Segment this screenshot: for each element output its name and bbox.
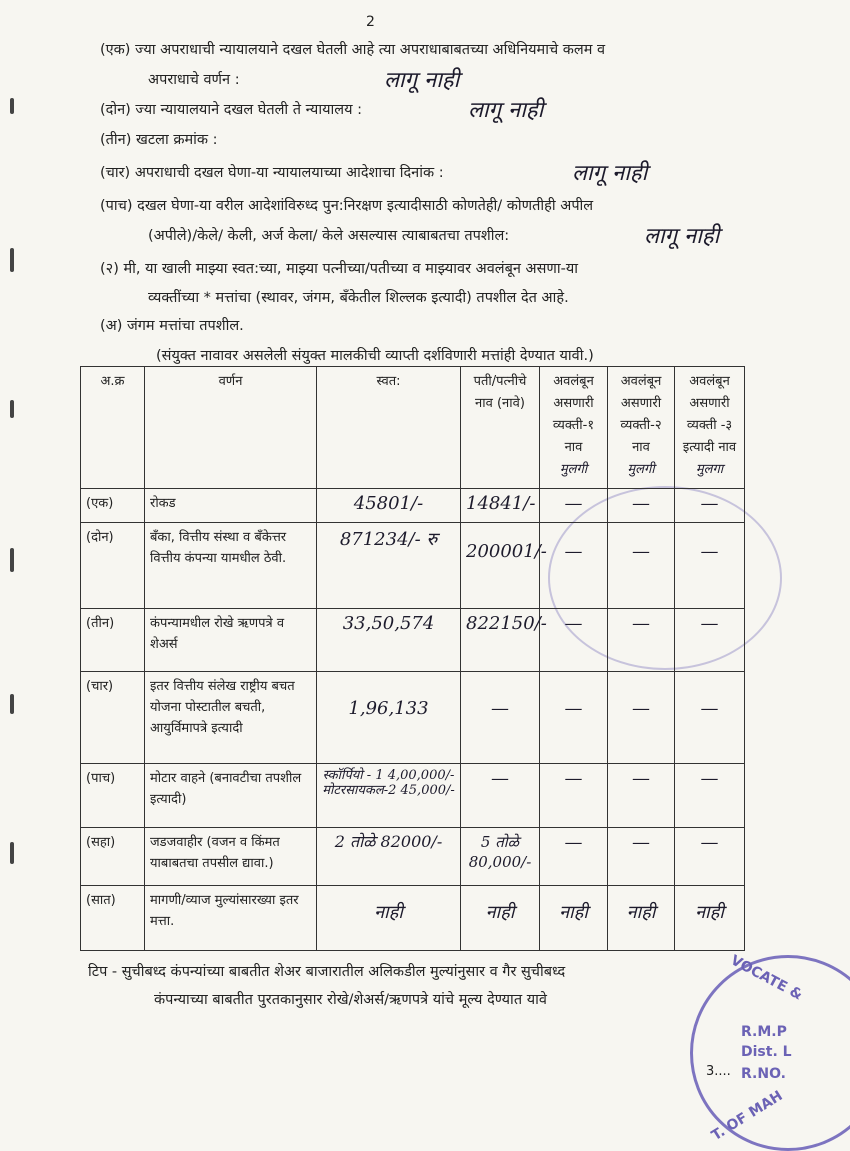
- item-line: (चार) अपराधाची दखल घेणा-या न्यायालयाच्या आदेशाचा दिनांक :: [100, 165, 444, 181]
- header-cell: अ.क्र: [81, 367, 145, 489]
- item-line: (तीन) खटला क्रमांक :: [100, 132, 218, 148]
- advocate-stamp: [690, 952, 850, 1151]
- dependent-1-value: नाही: [559, 902, 588, 923]
- self-value: स्कॉर्पियो - 1 4,00,000/- मोटरसायकल-2 45,000/-: [322, 768, 455, 798]
- item-line: (अपीले)/केले/ केली, अर्ज केला/ केले असल्यास त्याबाबतचा तपशील:: [148, 228, 510, 244]
- margin-mark: [10, 248, 14, 272]
- self-value: 1,96,133: [348, 698, 429, 719]
- next-page-marker: 3....: [706, 1064, 731, 1079]
- handwritten-answer: लागू नाही: [468, 98, 544, 123]
- stamp-text: VOCATE &: [727, 952, 805, 1004]
- item-line: अपराधाचे वर्णन :: [148, 72, 240, 88]
- header-cell: वर्णन: [145, 367, 317, 489]
- item-line: (दोन) ज्या न्यायालयाने दखल घेतली ते न्यायालय :: [100, 102, 363, 118]
- dependent-2-value: —: [632, 613, 650, 634]
- header-cell: [540, 367, 608, 489]
- dependent-2-value: —: [632, 832, 650, 853]
- row-number: (दोन): [81, 523, 145, 609]
- spouse-value: —: [491, 698, 509, 719]
- margin-mark: [10, 694, 14, 714]
- item-line: (२) मी, या खाली माझ्या स्वत:च्या, माझ्या पत्नीच्या/पतीच्या व माझ्यावर अवलंबून असणा-या: [100, 261, 579, 277]
- dependent-1-value: —: [564, 698, 583, 719]
- row-description: मोटार वाहने (बनावटीचा तपशील इत्यादी): [145, 764, 317, 828]
- dependent-1-value: —: [564, 832, 583, 853]
- dependent-3-value: —: [700, 768, 719, 789]
- handwritten-answer: लागू नाही: [384, 68, 460, 93]
- self-value: 33,50,574: [342, 613, 435, 634]
- spouse-value: नाही: [485, 902, 515, 923]
- table-row: [81, 828, 745, 886]
- item-line: व्यक्तींच्या * मत्तांचा (स्थावर, जंगम, बँकेतील शिल्लक इत्यादी) तपशील देत आहे.: [148, 290, 569, 306]
- header-cell: पती/पत्नीचे नाव (नावे): [461, 367, 540, 489]
- item-line: (संयुक्त नावावर असलेली संयुक्त मालकीची व्याप्ती दर्शविणारी मत्तांही देण्यात यावी.): [156, 348, 594, 364]
- dependent-3-value: —: [700, 613, 719, 634]
- row-description: बँका, वित्तीय संस्था व बँकेत्तर वित्तीय कंपन्या यामधील ठेवी.: [145, 523, 317, 609]
- header-cell: स्वत:: [317, 367, 461, 489]
- row-number: (पाच): [81, 764, 145, 828]
- dependent-2-value: —: [632, 493, 650, 514]
- dependent-2-value: नाही: [626, 902, 656, 923]
- self-value: 45801/-: [353, 493, 424, 514]
- table-row: [81, 523, 745, 609]
- header-cell: [608, 367, 675, 489]
- handwritten-answer: लागू नाही: [572, 161, 648, 186]
- dependent-3-value: —: [700, 493, 719, 514]
- dependent-2-value: —: [632, 698, 650, 719]
- header-text: अवलंबून असणारी व्यक्ती-२ नाव: [620, 374, 662, 455]
- stamp-text: R.M.P: [741, 1024, 787, 1040]
- row-description: जडजवाहीर (वजन व किंमत याबाबतचा तपसील द्यावा.): [145, 828, 317, 886]
- dependent-1-value: —: [564, 541, 583, 562]
- dependent-3-value: —: [700, 698, 719, 719]
- margin-mark: [10, 98, 14, 114]
- dependent-1-value: —: [564, 768, 583, 789]
- margin-mark: [10, 548, 14, 572]
- stamp-text: R.NO.: [741, 1066, 786, 1082]
- table-row: [81, 609, 745, 672]
- dependent-2-value: —: [632, 541, 650, 562]
- dependent-3-value: नाही: [695, 902, 724, 923]
- table-header-row: [81, 367, 745, 489]
- dependent-3-value: —: [700, 832, 719, 853]
- dependent-1-value: —: [564, 493, 583, 514]
- row-description: मागणी/व्याज मुल्यांसारख्या इतर मत्ता.: [145, 886, 317, 951]
- table-row: [81, 764, 745, 828]
- table-row: [81, 886, 745, 951]
- row-description: रोकड: [145, 489, 317, 523]
- stamp-text: Dist. L: [741, 1044, 792, 1060]
- handwritten-relation: मुलगा: [695, 462, 724, 477]
- item-line: (पाच) दखल घेणा-या वरील आदेशांविरुध्द पुन:निरक्षण इत्यादीसाठी कोणतेही/ कोणतीही अपील: [100, 198, 594, 214]
- spouse-value: 5 तोळे 80,000/-: [468, 833, 532, 871]
- spouse-value: —: [491, 768, 509, 789]
- note-line: टिप - सुचीबध्द कंपन्यांच्या बाबतीत शेअर बाजारातील अलिकडील मुल्यांनुसार व गैर सुचीबध्द: [88, 964, 566, 980]
- item-line: (एक) ज्या अपराधाची न्यायालयाने दखल घेतली आहे त्या अपराधाबाबतच्या अधिनियमाचे कलम व: [100, 42, 606, 58]
- dependent-2-value: —: [632, 768, 650, 789]
- spouse-value: 14841/-: [466, 493, 536, 514]
- row-number: (सात): [81, 886, 145, 951]
- header-cell: [675, 367, 745, 489]
- movable-assets-table: [80, 366, 745, 951]
- margin-mark: [10, 400, 14, 418]
- note-line: कंपन्याच्या बाबतीत पुरतकानुसार रोखे/शेअर्स/ऋणपत्रे यांचे मूल्य देण्यात यावे: [154, 992, 547, 1008]
- row-number: (चार): [81, 672, 145, 764]
- row-number: (तीन): [81, 609, 145, 672]
- spouse-value: 822150/-: [466, 613, 547, 634]
- dependent-3-value: —: [700, 541, 719, 562]
- row-number: (सहा): [81, 828, 145, 886]
- item-line: (अ) जंगम मत्तांचा तपशील.: [100, 318, 244, 334]
- stamp-text: T. OF MAH: [708, 1087, 786, 1145]
- page-number: 2: [366, 14, 375, 30]
- row-description: इतर वित्तीय संलेख राष्ट्रीय बचत योजना पोस्टातील बचती, आयुर्विमापत्रे इत्यादी: [145, 672, 317, 764]
- table-row: [81, 489, 745, 523]
- row-number: (एक): [81, 489, 145, 523]
- header-text: अवलंबून असणारी व्यक्ती -३ इत्यादी नाव: [682, 374, 737, 455]
- handwritten-answer: लागू नाही: [644, 224, 720, 249]
- self-value: 2 तोळे 82000/-: [334, 832, 443, 851]
- self-value: नाही: [374, 902, 403, 923]
- header-text: अवलंबून असणारी व्यक्ती-१ नाव: [552, 374, 595, 455]
- self-value: 871234/- रु: [339, 529, 438, 550]
- handwritten-relation: मुलगी: [559, 462, 588, 477]
- table-row: [81, 672, 745, 764]
- margin-mark: [10, 842, 14, 864]
- row-description: कंपन्यामधील रोखे ऋणपत्रे व शेअर्स: [145, 609, 317, 672]
- spouse-value: 200001/-: [466, 541, 547, 562]
- dependent-1-value: —: [564, 613, 583, 634]
- handwritten-relation: मुलगी: [627, 462, 655, 477]
